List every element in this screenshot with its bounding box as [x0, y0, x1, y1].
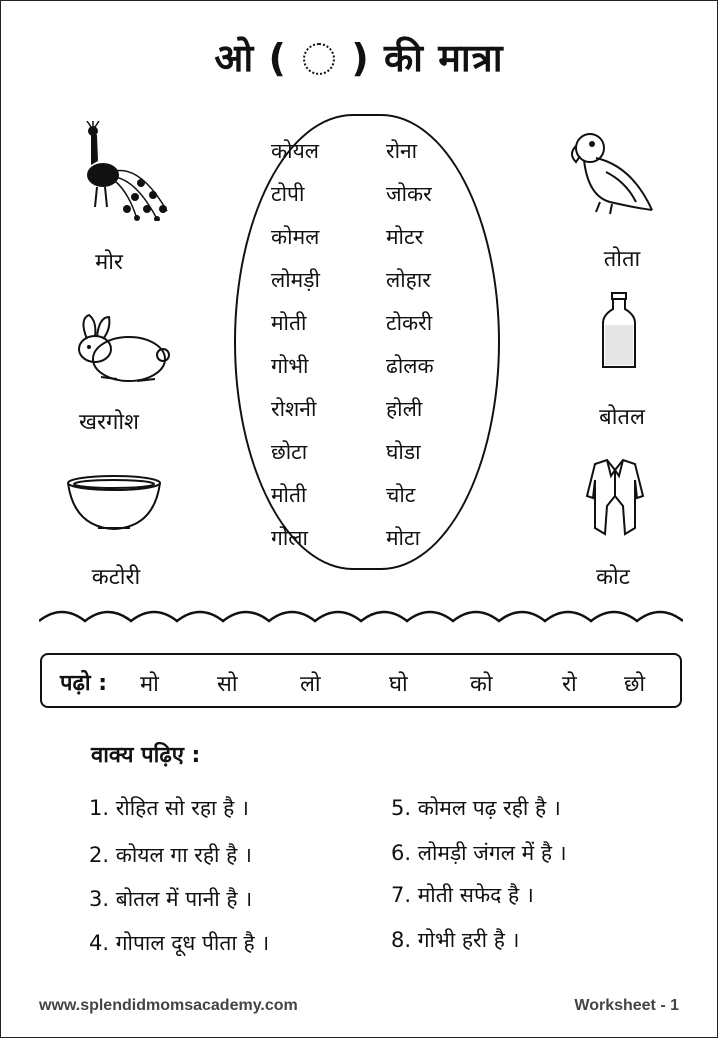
picture-label-left-1: मोर [95, 250, 123, 275]
syllable-4: घो [389, 672, 408, 697]
syllable-7: छो [624, 672, 646, 697]
read-syllables-box [40, 653, 682, 708]
sentence-3: 3. बोतल में पानी है । [89, 887, 253, 911]
word-right-7: होली [386, 397, 423, 421]
word-right-1: रोना [386, 139, 418, 163]
word-right-10: मोटा [386, 526, 421, 550]
page-title [1, 31, 717, 83]
word-left-2: टोपी [271, 182, 305, 206]
word-left-5: मोती [271, 311, 307, 335]
dotted-circle-icon [303, 43, 335, 75]
picture-label-right-3: कोट [596, 565, 630, 590]
sentence-1: 1. रोहित सो रहा है । [89, 796, 249, 820]
word-right-3: मोटर [386, 225, 424, 249]
word-right-5: टोकरी [386, 311, 433, 335]
picture-label-left-3: कटोरी [91, 565, 141, 590]
sentence-2: 2. कोयल गा रही है । [89, 843, 252, 867]
title-prefix: ओ ( [214, 36, 287, 80]
word-right-6: ढोलक [386, 354, 434, 378]
word-left-3: कोमल [271, 225, 320, 249]
word-left-4: लोमड़ी [271, 268, 320, 292]
sentence-8: 8. गोभी हरी है । [391, 928, 520, 952]
sentence-7: 7. मोती सफेद है । [391, 883, 534, 907]
picture-label-left-2: खरगोश [78, 410, 140, 435]
sentence-5: 5. कोमल पढ़ रही है । [391, 796, 561, 820]
read-label: पढ़ो : [60, 671, 108, 696]
word-right-9: चोट [386, 483, 416, 507]
syllable-3: लो [300, 672, 321, 697]
wave-divider [39, 599, 683, 629]
syllable-1: मो [140, 672, 159, 697]
word-left-8: छोटा [271, 440, 308, 464]
picture-label-right-2: बोतल [599, 405, 645, 430]
footer-worksheet-number: Worksheet - 1 [574, 997, 679, 1014]
sentences-heading: वाक्य पढ़िए : [91, 743, 201, 768]
rabbit-icon [71, 311, 171, 386]
sentence-6: 6. लोमड़ी जंगल में है । [391, 841, 567, 865]
bowl-icon [64, 473, 164, 533]
parrot-icon [566, 126, 656, 216]
coat-icon [585, 456, 645, 536]
word-left-6: गोभी [271, 354, 309, 378]
syllable-5: को [470, 672, 493, 697]
word-left-10: गोला [271, 526, 308, 550]
title-suffix: ) की मात्रा [351, 36, 504, 80]
word-right-2: जोकर [386, 182, 432, 206]
bottle-icon [599, 291, 639, 371]
word-left-1: कोयल [271, 139, 319, 163]
word-left-7: रोशनी [271, 397, 317, 421]
syllable-6: रो [562, 672, 577, 697]
sentence-4: 4. गोपाल दूध पीता है । [89, 931, 270, 955]
word-right-4: लोहार [386, 268, 431, 292]
word-right-8: घोडा [386, 440, 421, 464]
syllable-2: सो [217, 672, 238, 697]
picture-label-right-1: तोता [603, 247, 641, 272]
footer-website: www.splendidmomsacademy.com [39, 997, 298, 1014]
word-left-9: मोती [271, 483, 307, 507]
peacock-icon [71, 121, 171, 221]
